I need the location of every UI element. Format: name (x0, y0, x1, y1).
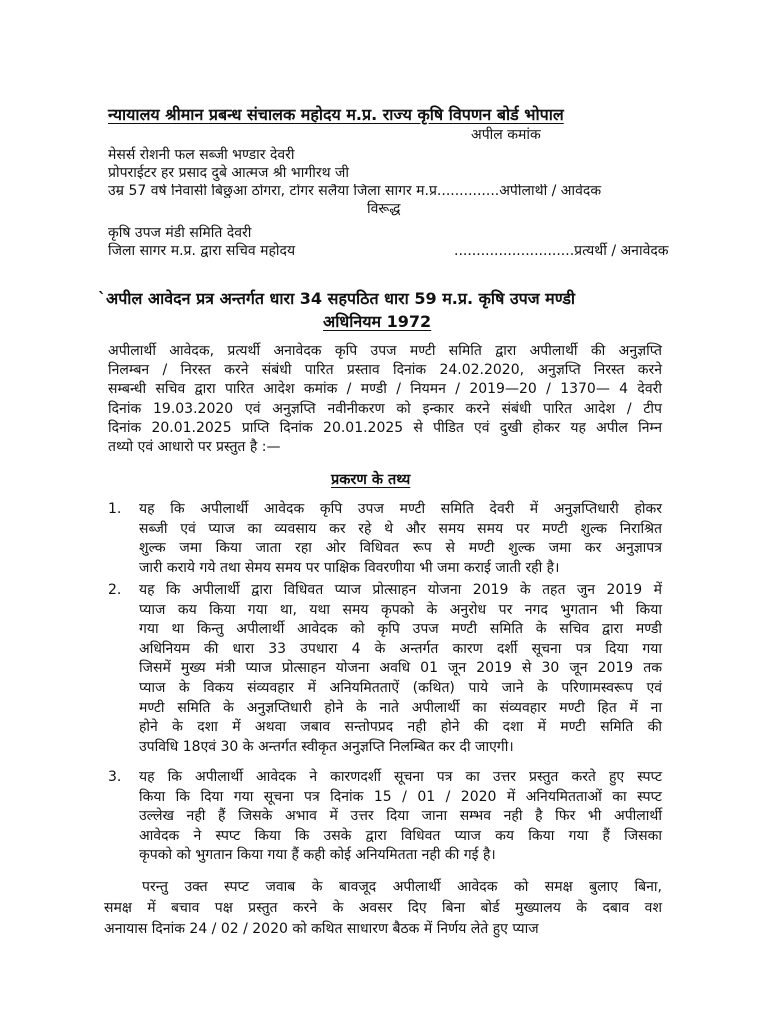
text-line: निलम्बन / निरस्त करने संबंधी पारित प्रस्ताव दिनांक 24.02.2020, अनुज्ञप्ति निरस्त करने (108, 362, 662, 379)
text-line: गया था किन्तु अपीलार्थी आवेदक को कृपि उपज मण्टी समिति के सचिव द्वारा मण्डी (139, 621, 662, 638)
versus-label: विरूद्ध (367, 201, 401, 217)
text-line: अनायास दिनांक 24 / 02 / 2020 को कथित साधारण बैठक में निर्णय लेते हुए प्याज (104, 921, 539, 937)
text-line: यह कि अपीलार्थी द्वारा विधिवत प्याज प्रोत्साहन योजना 2019 के तहत जुन 2019 में (139, 582, 662, 598)
text-line: जारी कराये गये तथा सेमय समय पर पाक्षिक विवरणीया भी जमा कराई जाती रही है। (139, 559, 560, 576)
text-line: यह कि अपीलार्थी आवेदक कृपि उपज मण्टी समिति देवरी में अनुज्ञप्तिधारी होकर (139, 501, 662, 517)
appellant-line-2: प्रोपराईटर हर प्रसाद दुबे आत्मज श्री भागीरथ जी (108, 165, 349, 181)
text-line: तथ्यो एवं आधारो पर प्रस्तुत है :— (108, 439, 281, 455)
text-line: सब्जी एवं प्याज का व्यवसाय कर रहे थे और समय समय पर मण्टी शुल्क निराश्रित (139, 520, 662, 537)
facts-heading: प्रकरण के तथ्य (331, 472, 411, 488)
text-line: दिनांक 20.01.2025 प्राप्ति दिनांक 20.01.2025 से पीडित एवं दुखी होकर यह अपील निम्न (108, 419, 662, 436)
respondent-role: ...........................प्रत्यर्थी / अनावेदक (454, 243, 669, 259)
appellant-line-1: मेसर्स रोशनी फल सब्जी भण्डार देवरी (108, 147, 295, 163)
text-line: समक्ष में बचाव पक्ष प्रस्तुत करने के अवसर दिए बिना बोर्ड मुख्यालय के दबाव वश (104, 900, 662, 916)
subject-line-1: `अपील आवेदन प्रत्र अन्तर्गत धारा 34 सहपठित धारा 59 म.प्र. कृषि उपज मण्डी (98, 289, 576, 308)
text-line: मण्टी समिति के अनुज्ञप्तिधारी होने के नाते अपीलार्थी का संव्यवहार मण्टी हित में ना (139, 699, 662, 716)
text-line: प्याज कय किया गया था, यथा समय कृपको के अनुरोध पर नगद भुगतान भी किया (139, 601, 662, 618)
point-number: 1. (108, 501, 122, 517)
appeal-number-label: अपील कमांक (471, 127, 541, 143)
text-line: उल्लेख नही हैं जिसके अभाव में उत्तर दिया जाना सम्भव नही है फिर भी अपीलार्थी (139, 808, 662, 825)
text-line: सम्बन्धी सचिव द्वारा पारित आदेश कमांक / मण्डी / नियमन / 2019—20 / 1370— 4 देवरी (108, 381, 662, 398)
text-line: परन्तु उक्त स्पप्ट जवाब के बावजूद अपीलार्थी आवेदक को समक्ष बुलाए बिना, (142, 879, 662, 895)
text-line: होने के दशा में अथवा जबाव सन्तोपप्रद नही होने की दशा में मण्टी समिति की (139, 719, 662, 736)
text-line: उपविधि 18एवं 30 के अन्तर्गत स्वीकृत अनुज्ञप्ति निलम्बित कर दी जाएगी। (139, 738, 514, 755)
appellant-line-3: उम्र 57 वर्ष निवासी बिछुआ ठोंगरा, टोंगर सलैया जिला सागर म.प्र..............अपीलार्थी / आवेदक (108, 184, 602, 198)
text-line: अधिनियम की धारा 33 उपधारा 4 के अन्तर्गत कारण दर्शी सूचना पत्र दिया गया (139, 640, 662, 657)
respondent-line-2: जिला सागर म.प्र. द्वारा सचिव महोदय (108, 243, 296, 259)
text-line: यह कि अपीलार्थी आवेदक ने कारणदर्शी सूचना पत्र का उत्तर प्रस्तुत करते हुए स्पप्ट (139, 769, 662, 785)
text-line: प्याज के विकय संव्यवहार में अनियमितताऐं (कथित) पाये जाने के परिणामस्वरूप एवं (139, 680, 662, 696)
text-line: अपीलार्थी आवेदक, प्रत्यर्थी अनावेदक कृपि उपज मण्टी समिति द्वारा अपीलार्थी की अनुज्ञप्ति (108, 343, 662, 359)
court-title: न्यायालय श्रीमान प्रबन्ध संचालक महोदय म.प्र. राज्य कृषि विपणन बोर्ड भोपाल (108, 105, 564, 124)
text-line: आवेदक ने स्पप्ट किया कि उसके द्वारा विधिवत प्याज कय किया गया हैं जिसका (139, 827, 662, 844)
point-number: 3. (108, 769, 122, 785)
text-line: दिनांक 19.03.2020 एवं अनुज्ञप्ति नवीनीकरण को इन्कार करने संबंधी पारित आदेश / टीप (108, 400, 662, 417)
text-line: कृपको को भुगतान किया गया हैं कही कोई अनियमितता नही की गई है। (139, 847, 496, 864)
text-line: जिसमें मुख्य मंत्री प्याज प्रोत्साहन योजना अवधि 01 जून 2019 से 30 जून 2019 तक (139, 660, 662, 677)
text-line: शुल्क जमा किया जाता रहा ओर विधिवत रूप से मण्टी शुल्क जमा कर अनुज्ञापत्र (139, 540, 662, 557)
point-number: 2. (108, 582, 122, 598)
respondent-line-1: कृषि उपज मंडी समिति देवरी (108, 225, 252, 241)
subject-line-2: अधिनियम 1972 (323, 312, 432, 331)
text-line: किया कि दिया गया सूचना पत्र दिनांक 15 / 01 / 2020 में अनियमितताओं का स्पप्ट (139, 788, 662, 805)
